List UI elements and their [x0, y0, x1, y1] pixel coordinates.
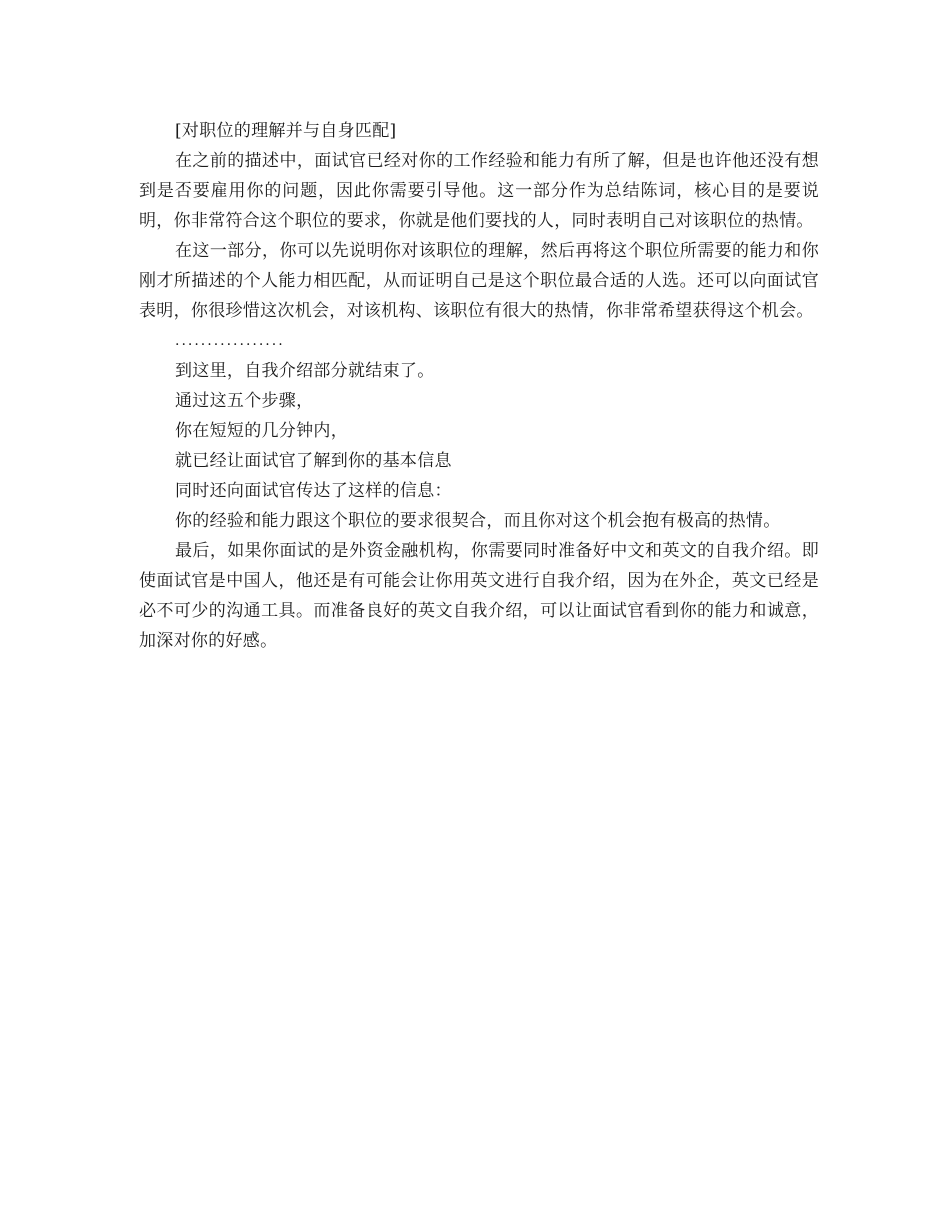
summary-line-4: 就已经让面试官了解到你的基本信息: [175, 451, 452, 471]
paragraph-1: 在之前的描述中，面试官已经对你的工作经验和能力有所了解，但是也许他还没有想到是否要雇用你的问题，因此你需要引导他。这一部分作为总结陈词，核心目的是要说明，你非常符合这个职位的要求，你就是他们要找的人，同时表明自己对该职位的热情。: [139, 151, 819, 231]
summary-line-5: 同时还向面试官传达了这样的信息：: [175, 481, 452, 501]
closing-paragraph: 最后，如果你面试的是外资金融机构，你需要同时准备好中文和英文的自我介绍。即使面试官是中国人，他还是有可能会让你用英文进行自我介绍，因为在外企，英文已经是必不可少的沟通工具。而准备良好的英文自我介绍，可以让面试官看到你的能力和诚意，加深对你的好感。: [139, 541, 819, 651]
summary-line-6: 你的经验和能力跟这个职位的要求很契合，而且你对这个机会抱有极高的热情。: [175, 511, 781, 531]
paragraph-2: 在这一部分，你可以先说明你对该职位的理解，然后再将这个职位所需要的能力和你刚才所描述的个人能力相匹配，从而证明自己是这个职位最合适的人选。还可以向面试官表明，你很珍惜这次机会，对该机构、该职位有很大的热情，你非常希望获得这个机会。: [139, 241, 819, 321]
summary-line-1: 到这里，自我介绍部分就结束了。: [175, 361, 435, 381]
section-heading: [对职位的理解并与自身匹配]: [175, 121, 397, 141]
document-body: [139, 116, 819, 656]
summary-line-2: 通过这五个步骤，: [175, 391, 314, 411]
summary-line-3: 你在短短的几分钟内，: [175, 421, 348, 441]
dotted-separator: .................: [175, 333, 285, 349]
